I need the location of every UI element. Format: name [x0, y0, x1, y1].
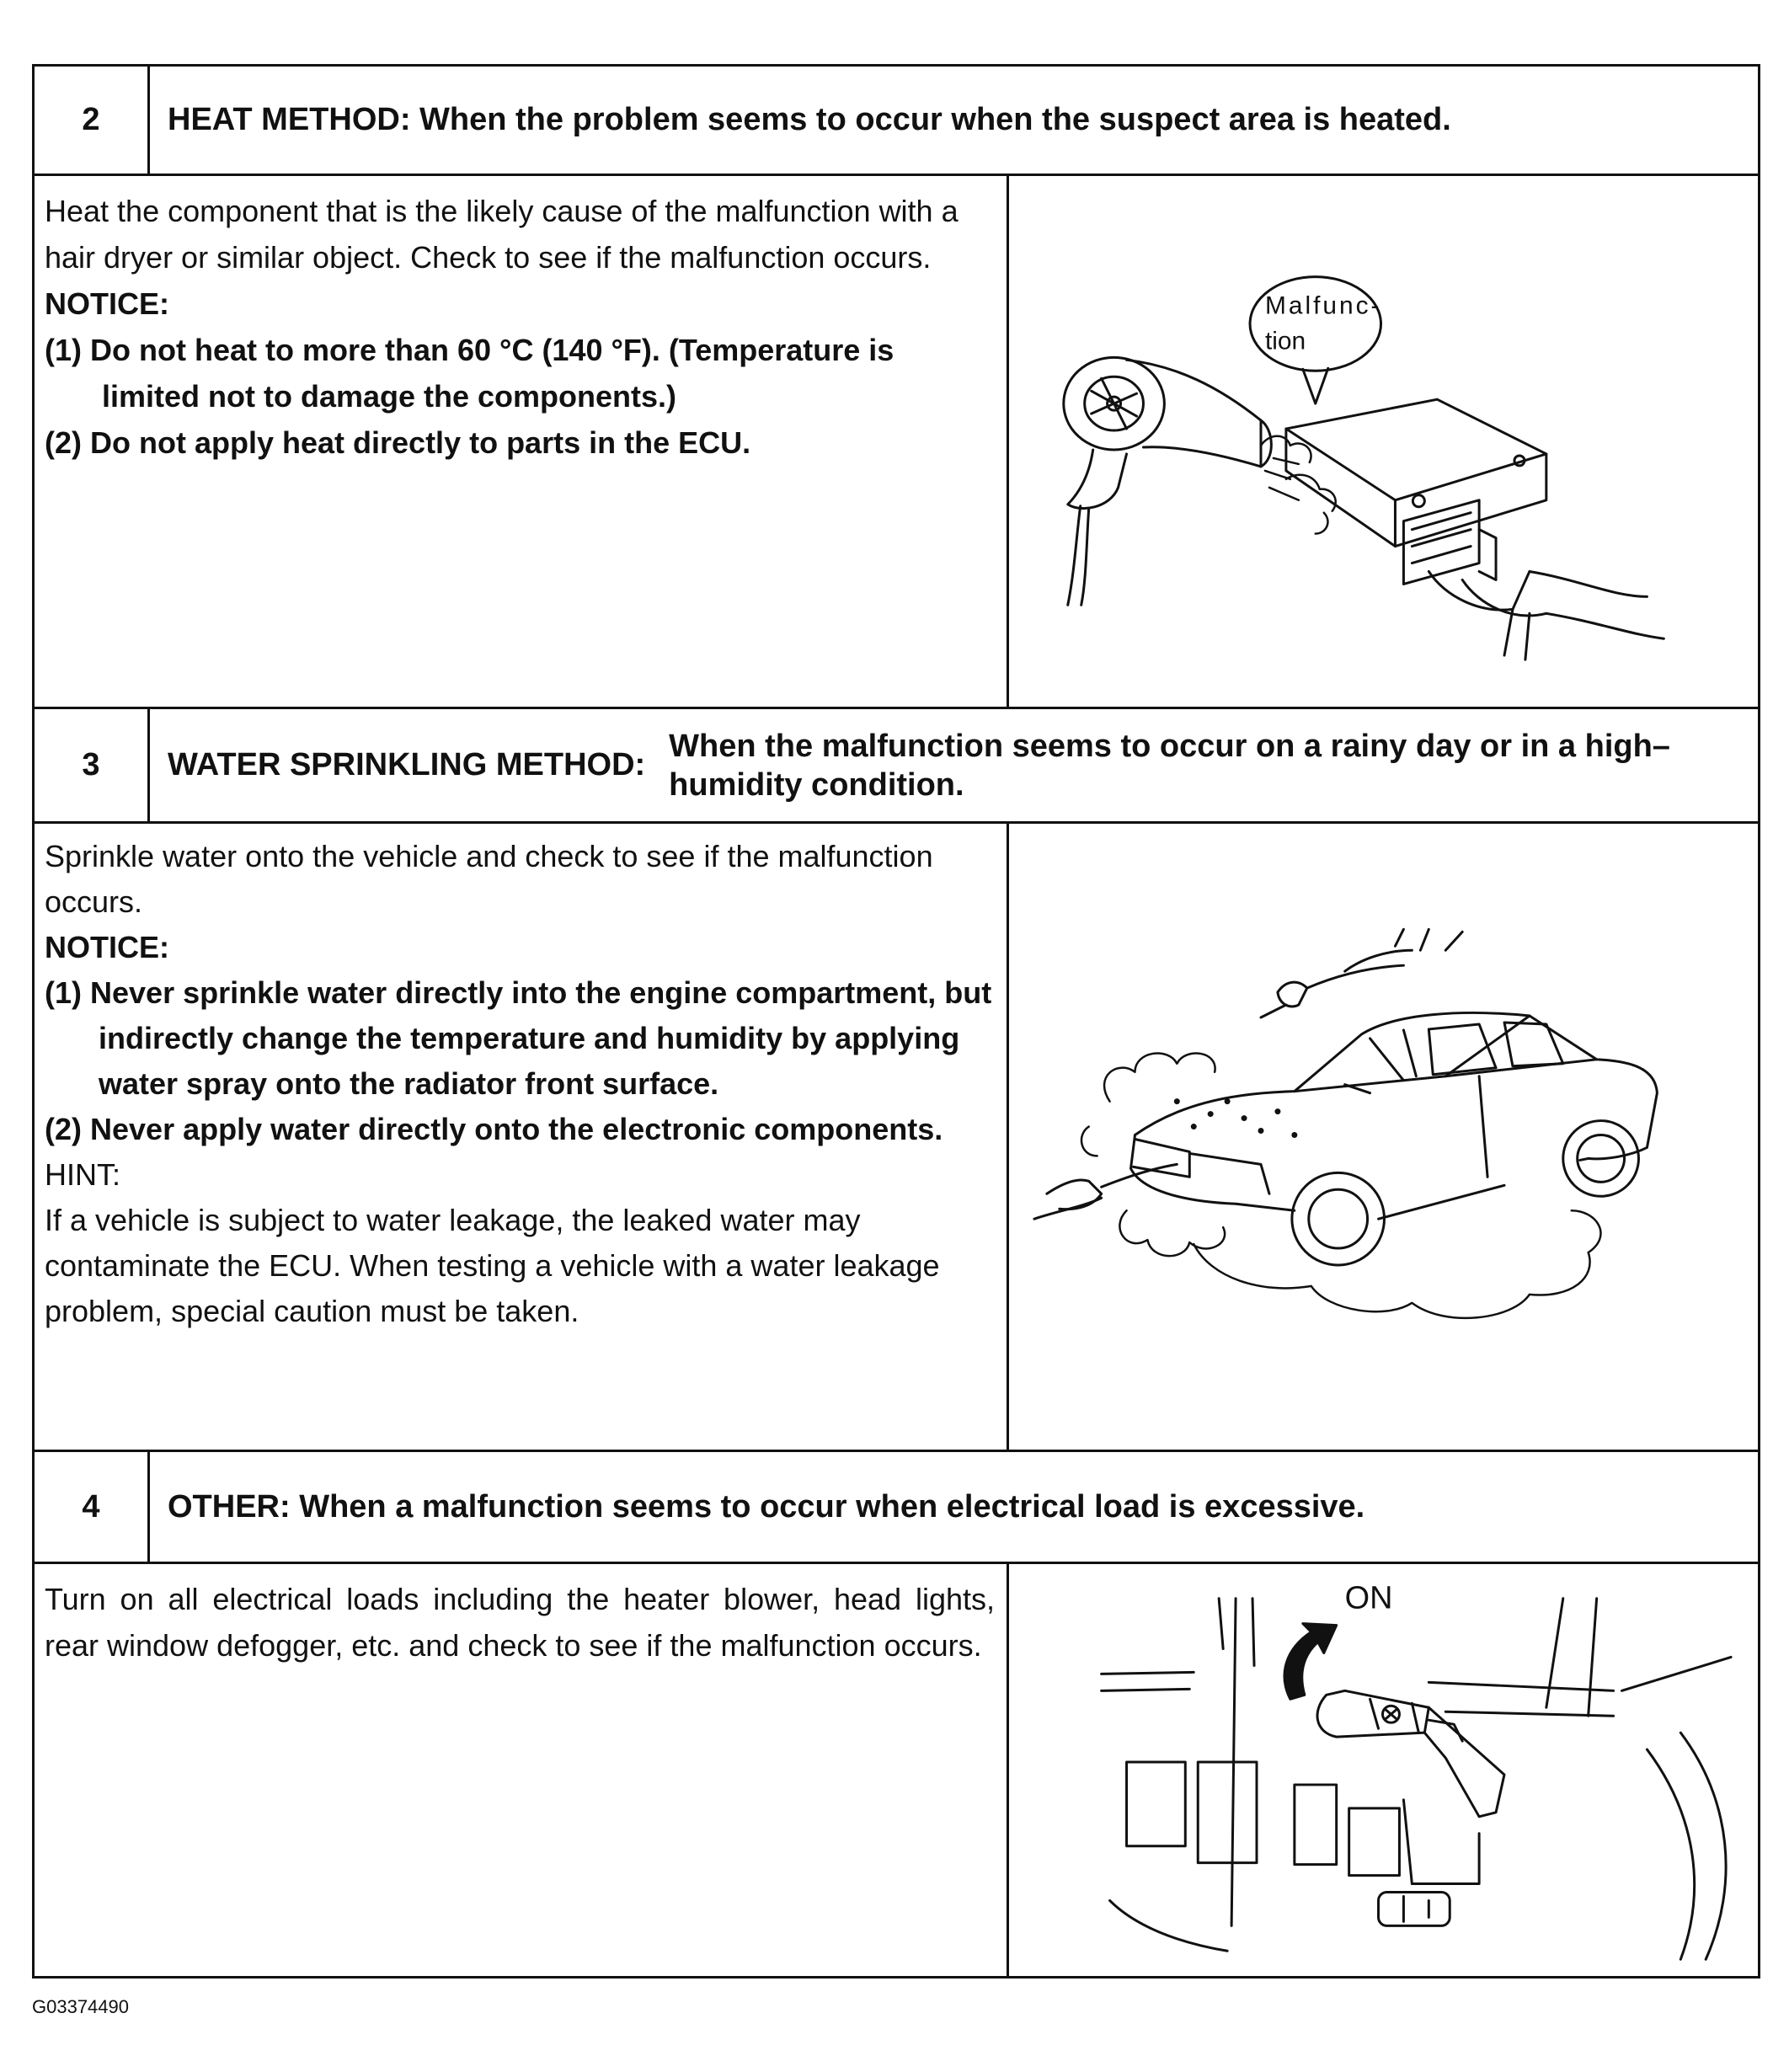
method-label: WATER SPRINKLING METHOD:: [168, 747, 646, 782]
section-3-header: [35, 709, 1758, 824]
section-number: 3: [35, 709, 150, 821]
section-text: [35, 824, 1009, 1450]
ecu-box: [1286, 399, 1664, 660]
notice-item: [45, 970, 995, 1107]
item-text: Do not heat to more than 60 °C (140 °F). (Temperature is limited not to damage the components.): [90, 333, 894, 414]
section-4-header: [35, 1452, 1758, 1564]
document-id: G03374490: [32, 1996, 129, 2017]
puddle: [1194, 1210, 1600, 1318]
switch-stalk: [1317, 1690, 1504, 1816]
method-condition: When the malfunction seems to occur on a rainy day or in a high–humidity condition.: [669, 728, 1670, 803]
key-slot: [1379, 1893, 1450, 1926]
procedure-table: [32, 64, 1760, 1979]
section-text: [35, 1564, 1009, 1976]
notice-label: NOTICE:: [45, 286, 169, 321]
notice-item: [45, 327, 995, 419]
notice-label: NOTICE:: [45, 930, 169, 964]
section-title: OTHER: When a malfunction seems to occur when electrical load is excessive.: [168, 1488, 1365, 1525]
on-label: ON: [1344, 1580, 1393, 1616]
car: [1131, 1012, 1658, 1264]
item-marker: (2): [45, 425, 82, 460]
item-marker: (1): [45, 975, 82, 1010]
heat-puffs: [1261, 436, 1336, 534]
hair-dryer: [1064, 357, 1272, 605]
item-marker: (1): [45, 333, 82, 367]
hair-dryer-ecu-illustration: [1009, 176, 1758, 707]
body-paragraph: Turn on all electrical loads including the heater blower, head lights, rear window defogger, etc. and check to see if the malfunction occurs.: [45, 1582, 995, 1663]
notice-item: [45, 419, 995, 466]
hint-label: HINT:: [45, 1157, 120, 1192]
hint-text: If a vehicle is subject to water leakage, the leaked water may contaminate the ECU. When testing a vehicle with a water leakage problem, special caution must be taken.: [45, 1203, 940, 1328]
item-text: Never apply water directly onto the electronic components.: [90, 1112, 943, 1146]
section-text: [35, 176, 1009, 707]
car-water-spray-illustration: [1009, 824, 1758, 1450]
item-marker: (2): [45, 1112, 82, 1146]
section-number: 2: [35, 67, 150, 174]
section-2-content: [35, 176, 1758, 709]
body-paragraph: Heat the component that is the likely cause of the malfunction with a hair dryer or similar object. Check to see if the malfunction occurs.: [45, 194, 959, 275]
bubble-text-line1: Malfunc-: [1264, 291, 1382, 320]
item-text: Do not apply heat directly to parts in the ECU.: [90, 425, 751, 460]
section-3-content: [35, 824, 1758, 1452]
rotate-arrow: [1284, 1624, 1337, 1700]
light-switch-illustration: [1009, 1564, 1758, 1976]
section-title: [168, 709, 1741, 821]
bubble-text-line2: tion: [1264, 327, 1306, 355]
section-4-content: [35, 1564, 1758, 1976]
section-title: HEAT METHOD: When the problem seems to occur when the suspect area is heated.: [168, 102, 1451, 137]
section-2-header: [35, 67, 1758, 176]
item-text: Never sprinkle water directly into the engine compartment, but indirectly change the temperature and humidity by applying water spray onto the radiator front surface.: [90, 975, 992, 1101]
notice-item: [45, 1107, 995, 1152]
speech-bubble: [1250, 277, 1380, 371]
body-paragraph: Sprinkle water onto the vehicle and check to see if the malfunction occurs.: [45, 839, 933, 919]
section-number: 4: [35, 1452, 150, 1562]
